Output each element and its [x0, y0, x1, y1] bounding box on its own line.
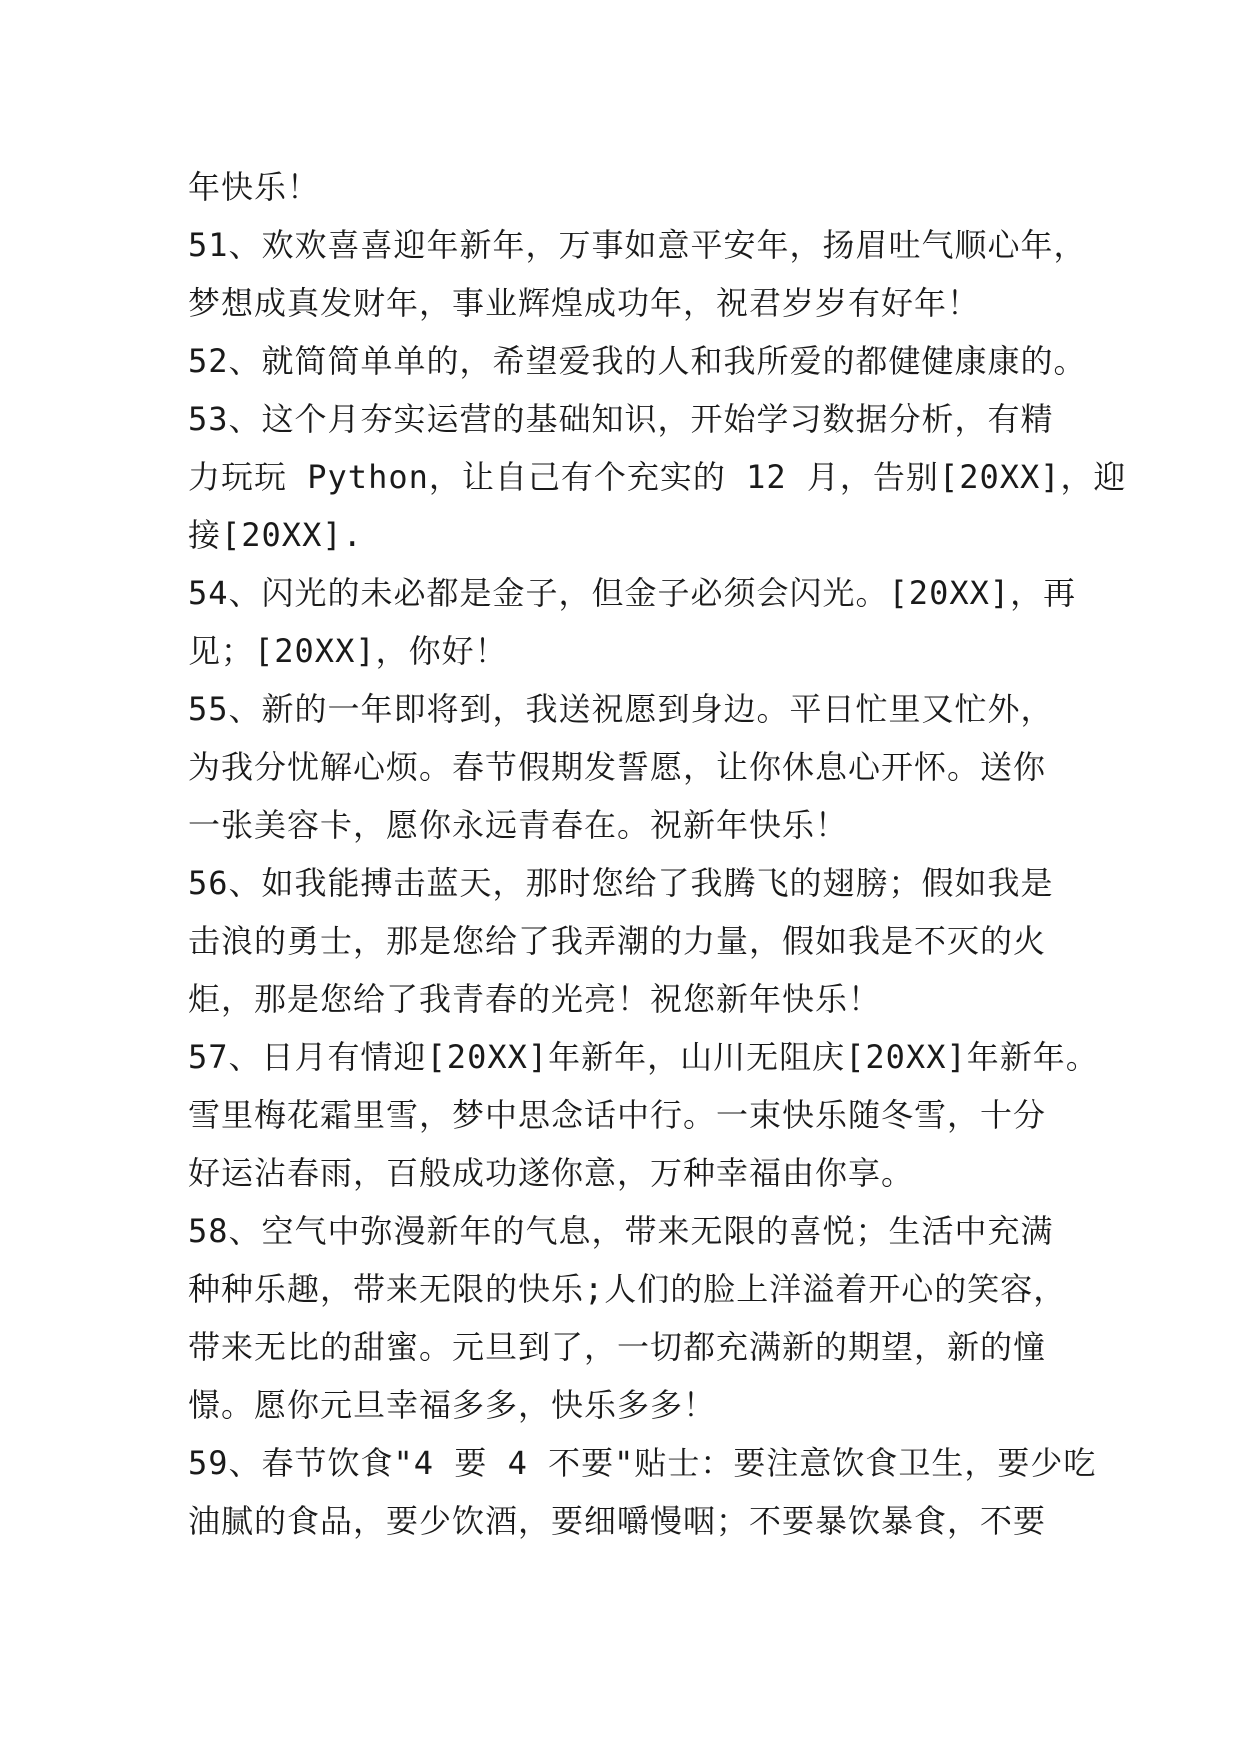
text-line: 59、春节饮食"4 要 4 不要"贴士：要注意饮食卫生，要少吃 — [188, 1444, 1097, 1482]
text-line: 51、欢欢喜喜迎年新年，万事如意平安年，扬眉吐气顺心年， — [188, 226, 1087, 264]
text-line: 56、如我能搏击蓝天，那时您给了我腾飞的翅膀；假如我是 — [188, 864, 1054, 902]
text-line: 年快乐！ — [188, 168, 321, 206]
text-line: 52、就简简单单的，希望爱我的人和我所爱的都健健康康的。 — [188, 342, 1087, 380]
text-line: 58、空气中弥漫新年的气息，带来无限的喜悦；生活中充满 — [188, 1212, 1054, 1250]
text-line: 见；[20XX]，你好！ — [188, 632, 508, 670]
text-line: 力玩玩 Python，让自己有个充实的 12 月，告别[20XX]，迎 — [188, 458, 1127, 496]
text-line: 梦想成真发财年，事业辉煌成功年，祝君岁岁有好年！ — [188, 284, 981, 322]
text-line: 57、日月有情迎[20XX]年新年，山川无阻庆[20XX]年新年。 — [188, 1038, 1099, 1076]
text-line: 带来无比的甜蜜。元旦到了，一切都充满新的期望，新的憧 — [188, 1328, 1047, 1366]
text-line: 一张美容卡，愿你永远青春在。祝新年快乐！ — [188, 806, 849, 844]
text-line: 55、新的一年即将到，我送祝愿到身边。平日忙里又忙外， — [188, 690, 1054, 728]
text-line: 53、这个月夯实运营的基础知识，开始学习数据分析，有精 — [188, 400, 1054, 438]
text-line: 憬。愿你元旦幸福多多，快乐多多！ — [188, 1386, 717, 1424]
text-line: 54、闪光的未必都是金子，但金子必须会闪光。[20XX]，再 — [188, 574, 1077, 612]
text-line: 击浪的勇士，那是您给了我弄潮的力量，假如我是不灭的火 — [188, 922, 1047, 960]
text-line: 炬，那是您给了我青春的光亮！祝您新年快乐！ — [188, 980, 882, 1018]
text-line: 接[20XX]. — [188, 516, 363, 554]
text-line: 为我分忧解心烦。春节假期发誓愿，让你休息心开怀。送你 — [188, 748, 1047, 786]
text-line: 种种乐趣，带来无限的快乐;人们的脸上洋溢着开心的笑容， — [188, 1270, 1067, 1308]
text-line: 油腻的食品，要少饮酒，要细嚼慢咽；不要暴饮暴食，不要 — [188, 1502, 1047, 1540]
document-body — [188, 158, 1127, 1550]
text-line: 雪里梅花霜里雪，梦中思念话中行。一束快乐随冬雪，十分 — [188, 1096, 1047, 1134]
text-line: 好运沾春雨，百般成功遂你意，万种幸福由你享。 — [188, 1154, 915, 1192]
